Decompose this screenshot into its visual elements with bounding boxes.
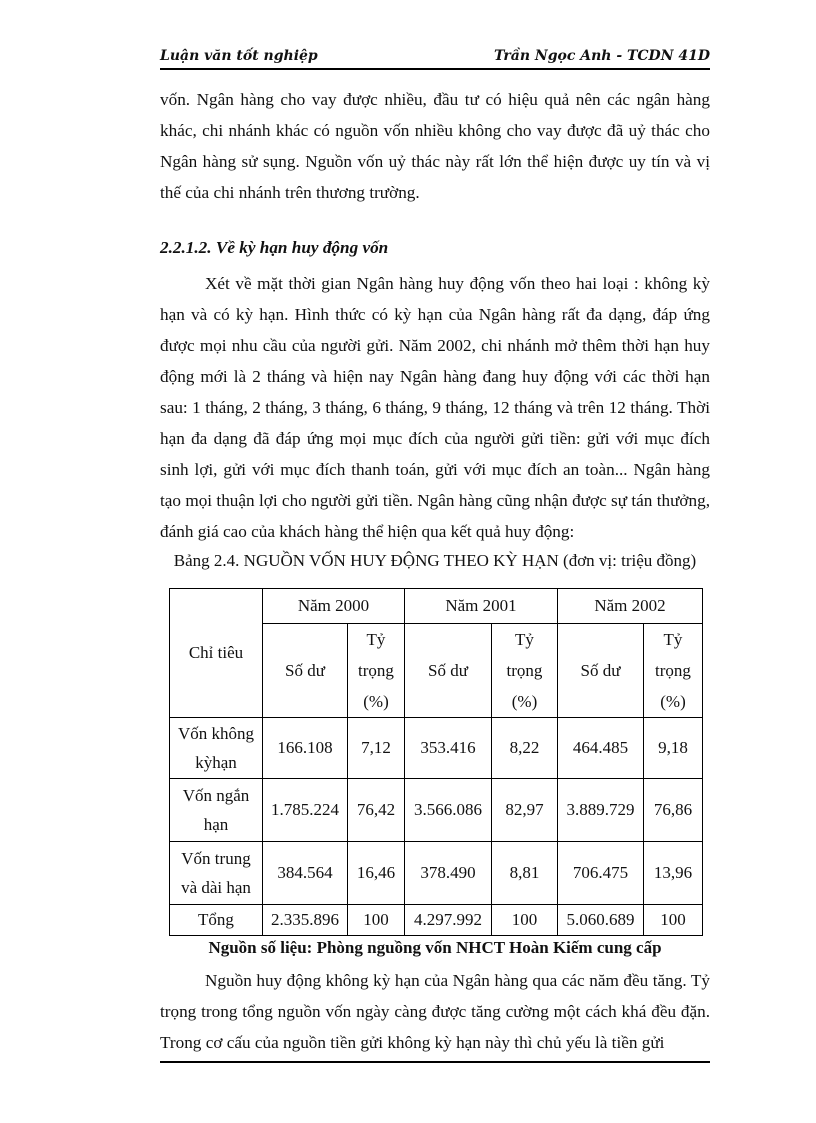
- table-row: [170, 842, 703, 905]
- table-cell: 353.416: [405, 718, 492, 779]
- paragraph-analysis: Nguồn huy động không kỳ hạn của Ngân hàng qua các năm đều tăng. Tỷ trọng trong tổng nguồn vốn ngày càng được tăng cường một cách khá đều đặn. Trong cơ cấu của nguồn tiền gửi không kỳ hạn này thì chủ yếu là tiền gửi: [160, 971, 710, 1052]
- year-header: Năm 2000: [263, 589, 405, 624]
- table-row: [170, 779, 703, 842]
- table-cell: 100: [492, 905, 558, 936]
- table-row-total: [170, 905, 703, 936]
- table-cell: 7,12: [348, 718, 405, 779]
- table-cell: 8,22: [492, 718, 558, 779]
- table-cell: 100: [644, 905, 703, 936]
- share-header: Tỷ trọng (%): [492, 624, 558, 718]
- table-cell: 384.564: [263, 842, 348, 905]
- header-thesis-title: Luận văn tốt nghiệp: [160, 48, 318, 64]
- table-cell: 2.335.896: [263, 905, 348, 936]
- row-label: Tổng: [170, 905, 263, 936]
- footer-divider: [160, 1061, 710, 1063]
- section-heading: 2.2.1.2. Về kỳ hạn huy động vốn: [160, 238, 389, 257]
- table-cell: 1.785.224: [263, 779, 348, 842]
- table-cell: 3.566.086: [405, 779, 492, 842]
- table-cell: 76,42: [348, 779, 405, 842]
- paragraph-term: Xét về mặt thời gian Ngân hàng huy động vốn theo hai loại : không kỳ hạn và có kỳ hạn. Hình thức có kỳ hạn của Ngân hàng rất đa dạng, đáp ứng được mọi nhu cầu của người gửi. Năm 2002, chi nhánh mở thêm thời hạn huy động mới là 2 tháng và hiện nay Ngân hàng đang huy động với các thời hạn sau: 1 tháng, 2 tháng, 3 tháng, 6 tháng, 9 tháng, 12 tháng và trên 12 tháng. Thời hạn đa dạng đã đáp ứng mọi mục đích của người gửi tiền: gửi với mục đích sinh lợi, gửi với mục đích thanh toán, gửi với mục đích an toàn... Ngân hàng tạo mọi thuận lợi cho người gửi tiền. Ngân hàng cũng nhận được sự tán thưởng, đánh giá cao của khách hàng thể hiện qua kết quả huy động:: [160, 274, 710, 541]
- page-header: [160, 46, 710, 70]
- table-row: [170, 718, 703, 779]
- header-author: Trần Ngọc Anh - TCDN 41D: [494, 48, 710, 64]
- balance-header: Số dư: [405, 624, 492, 718]
- table-cell: 76,86: [644, 779, 703, 842]
- table-caption: Bảng 2.4. NGUỒN VỐN HUY ĐỘNG THEO KỲ HẠN (đơn vị: triệu đồng): [173, 551, 697, 570]
- table-cell: 82,97: [492, 779, 558, 842]
- paragraph-intro: vốn. Ngân hàng cho vay được nhiều, đầu tư có hiệu quả nên các ngân hàng khác, chi nhánh khác có nguồn vốn nhiều không cho vay được đã uỷ thác cho Ngân hàng sử sụng. Nguồn vốn uỷ thác này rất lớn thể hiện được uy tín và vị thế của chi nhánh trên thương trường.: [160, 90, 710, 202]
- table-cell: 706.475: [558, 842, 644, 905]
- table-cell: 9,18: [644, 718, 703, 779]
- table-source: Nguồn số liệu: Phòng nguồng vốn NHCT Hoàn Kiếm cung cấp: [208, 938, 662, 957]
- share-header: Tỷ trọng (%): [644, 624, 703, 718]
- year-header: Năm 2002: [558, 589, 703, 624]
- row-label: Vốn ngắn hạn: [170, 779, 263, 842]
- share-header: Tỷ trọng (%): [348, 624, 405, 718]
- row-label: Vốn trung và dài hạn: [170, 842, 263, 905]
- table-cell: 464.485: [558, 718, 644, 779]
- table-cell: 4.297.992: [405, 905, 492, 936]
- balance-header: Số dư: [558, 624, 644, 718]
- table-cell: 378.490: [405, 842, 492, 905]
- table-cell: 5.060.689: [558, 905, 644, 936]
- row-label: Vốn không kỳhạn: [170, 718, 263, 779]
- table-cell: 16,46: [348, 842, 405, 905]
- deposit-term-table: [169, 588, 703, 936]
- balance-header: Số dư: [263, 624, 348, 718]
- corner-header: Chỉ tiêu: [170, 589, 263, 718]
- table-cell: 100: [348, 905, 405, 936]
- table-cell: 13,96: [644, 842, 703, 905]
- table-cell: 8,81: [492, 842, 558, 905]
- table-cell: 166.108: [263, 718, 348, 779]
- table-cell: 3.889.729: [558, 779, 644, 842]
- year-header: Năm 2001: [405, 589, 558, 624]
